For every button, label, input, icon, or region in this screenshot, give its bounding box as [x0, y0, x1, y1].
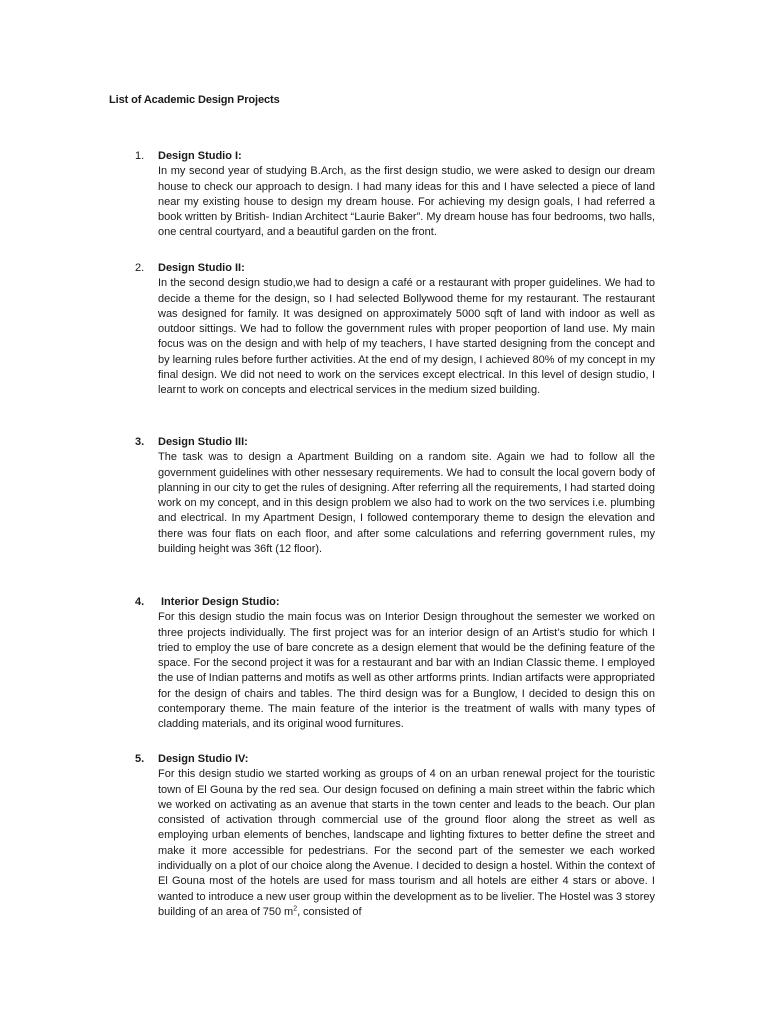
item-number: 5. [135, 753, 145, 765]
list-item-design-studio-2 [135, 261, 655, 399]
list-item-design-studio-1 [135, 149, 655, 241]
superscript-exponent: 2 [293, 905, 298, 913]
item-heading: Design Studio I: [158, 150, 242, 162]
item-heading: Design Studio III: [158, 436, 248, 448]
item-paragraph [158, 767, 655, 920]
item-heading: Interior Design Studio: [161, 596, 280, 608]
item-paragraph: In my second year of studying B.Arch, as the first design studio, we were asked to design our dream house to check our approach to design. I had many ideas for this and I have selected a piece of land near my existing house to design my dream house. For achieving my design goals, I had referred a book written by British- Indian Architect “Laurie Baker”. My dream house has four bedrooms, two halls, one central courtyard, and a beautiful garden on the front. [158, 165, 655, 239]
list-item-design-studio-3 [135, 435, 655, 557]
item-number: 4. [135, 596, 145, 608]
list-item-interior-design-studio [135, 595, 655, 733]
list-item-design-studio-4 [135, 752, 655, 920]
item-number: 3. [135, 436, 145, 448]
item-number: 2. [135, 262, 145, 274]
item-paragraph: The task was to design a Apartment Building on a random site. Again we had to follow all the government guidelines with other nessesary requirements. We had to consult the local govern body of planning in our city to get the rules of designing. After referring all the requirements, I had started doing work on my concept, and in this design problem we also had to work on the two services i.e. plumbing and electrical. In my Apartment Design, I followed contemporary theme to design the elevation and there was four flats on each floor, and after some calculations and referring government rules, my building height was 36ft (12 floor). [158, 451, 655, 556]
item-paragraph: In the second design studio,we had to design a café or a restaurant with proper guidelines. We had to decide a theme for the design, so I had selected Bollywood theme for my restaurant. The restaurant was designed for family. It was designed on approximately 5000 sqft of land with indoor as well as outdoor sittings. We had to follow the government rules with proper peoportion of land use. My main focus was on the design and with help of my teachers, I have started designing from the concept and by learning rules before further activities. At the end of my design, I achieved 80% of my concept in my final design. We did not need to work on the services except electrical. In this level of design studio, I learnt to work on concepts and electrical services in the medium sized building. [158, 277, 655, 397]
paragraph-text: For this design studio we started working as groups of 4 on an urban renewal project for the touristic town of El Gouna by the red sea. Our design focused on defining a main street within the fabric which we worked on activating as an avenue that starts in the town center and leads to the beach. Our plan consisted of activation through commercial use of the ground floor along the street as well as employing urban elements of benches, landscape and lighting fixtures to better define the street and make it more accessible for pedestrians. For the second part of the semester we each worked individually on a plot of our choice along the Avenue. I decided to design a hostel. Within the context of El Gouna most of the hotels are used for mass tourism and all hotels are either 4 stars or above. I wanted to introduce a new user group within the development as to be livelier. The Hostel was 3 storey building of an area of 750 m [158, 768, 655, 918]
item-paragraph: For this design studio the main focus was on Interior Design throughout the semester we worked on three projects individually. The first project was for an interior design of an Artist’s studio for which I tried to employ the use of bare concrete as a design element that would be the defining feature of the space. For the second project it was for a restaurant and bar with an Indian Classic theme. I employed the use of Indian patterns and motifs as well as other artforms prints. Indian artifacts were appropriated for the design of chairs and tables. The third design was for a Bunglow, I decided to design this on contemporary theme. The main feature of the interior is the treatment of walls with many types of cladding materials, and its original wood furnitures. [158, 611, 655, 731]
item-heading: Design Studio II: [158, 262, 245, 274]
document-title: List of Academic Design Projects [109, 94, 280, 106]
item-heading: Design Studio IV: [158, 753, 249, 765]
item-number: 1. [135, 150, 145, 162]
paragraph-text-tail: , consisted of [297, 905, 362, 918]
